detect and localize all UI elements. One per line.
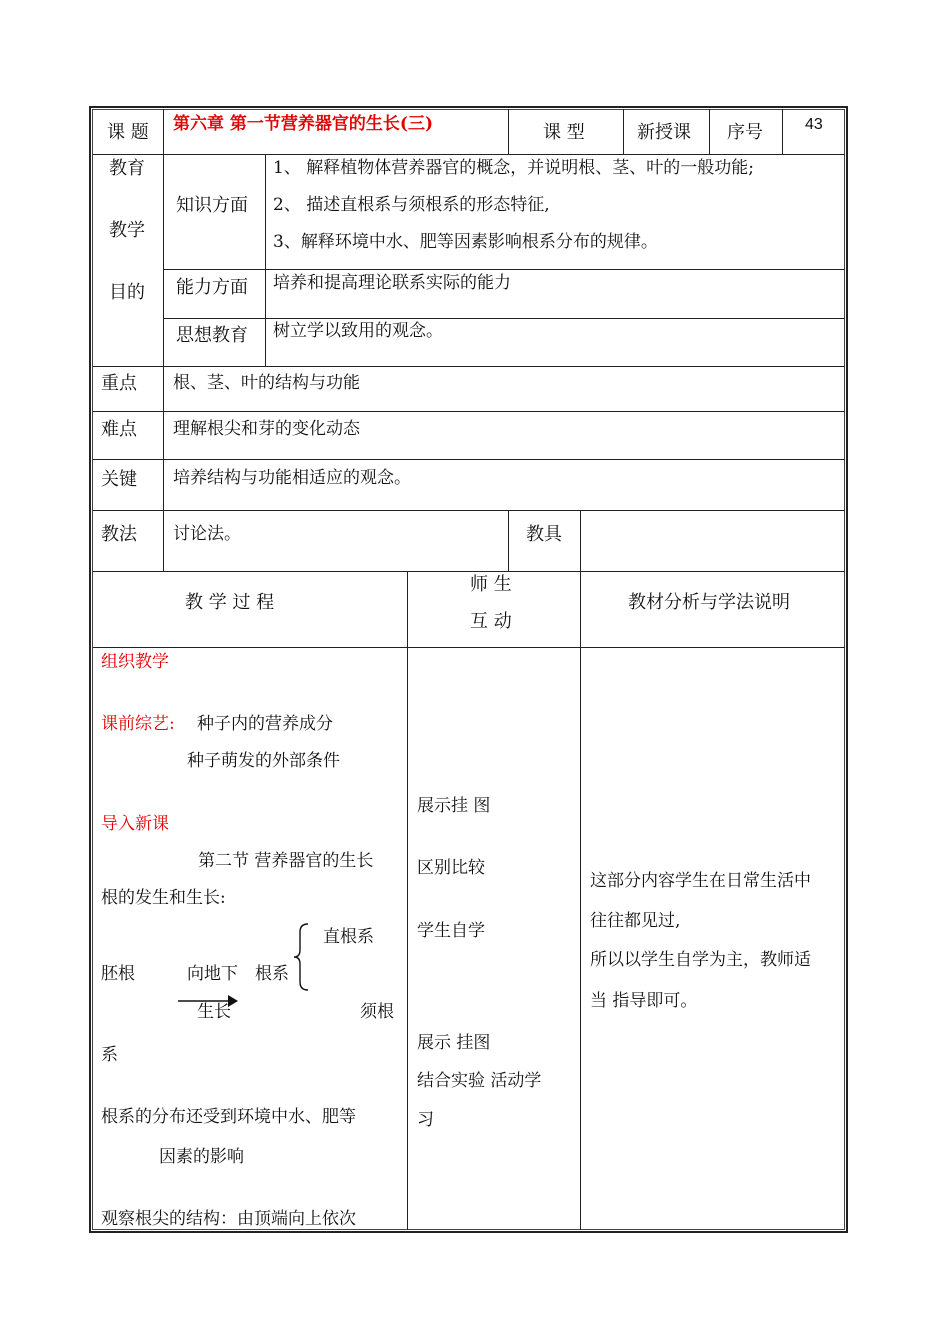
key-text: 培养结构与功能相适应的观念。 [173,468,411,488]
review-item: 种子内的营养成分 [197,714,333,734]
col-divider [407,571,408,1230]
method-label: 教法 [101,524,137,545]
row-divider [93,411,845,412]
col-divider [709,109,710,155]
knowledge-label: 知识方面 [176,195,248,216]
analysis-text: 所以以学生自学为主，教师适 [590,950,811,970]
thought-text: 树立学以致用的观念。 [273,321,443,341]
review-label: 课前综艺: [101,714,175,734]
analysis-text: 这部分内容学生在日常生活中 [590,871,811,891]
key-points-text: 根、茎、叶的结构与功能 [173,373,360,393]
ability-text: 培养和提高理论联系实际的能力 [273,273,511,293]
col-divider [782,109,783,155]
analysis-col-header: 教材分析与学法说明 [628,592,790,613]
interaction-item: 习 [417,1110,434,1130]
topic-label: 课 题 [107,122,149,143]
difficulties-text: 理解根尖和芽的变化动态 [173,419,360,439]
col-divider [508,109,509,155]
radicle-text: 胚根 [101,964,135,984]
interaction-item: 展示 挂图 [417,1033,491,1053]
distribution-text: 因素的影响 [159,1147,244,1167]
interaction-col-header: 互 动 [470,611,512,632]
interaction-item: 展示挂 图 [417,796,491,816]
row-divider [93,459,845,460]
distribution-text: 根系的分布还受到环境中水、肥等 [101,1107,356,1127]
observe-text: 观察根尖的结构：由顶端向上依次 [101,1209,356,1229]
brace-icon [292,922,314,992]
row-divider [93,571,845,572]
col-divider [163,155,164,572]
review-item: 种子萌发的外部条件 [187,751,340,771]
col-divider [163,109,164,155]
objectives-side-label: 目的 [109,282,145,303]
key-label: 关键 [101,469,137,490]
root-growth-text: 根的发生和生长: [101,888,226,908]
downward-text: 向地下 [187,964,238,984]
row-divider [93,154,845,155]
ability-label: 能力方面 [176,277,248,298]
seq-value: 43 [805,116,823,133]
thought-label: 思想教育 [176,325,248,346]
method-text: 讨论法。 [173,524,241,544]
col-divider [265,155,266,367]
key-points-label: 重点 [101,373,137,394]
org-teaching: 组织教学 [101,652,169,672]
knowledge-item: 2、 描述直根系与须根系的形态特征, [273,195,550,215]
knowledge-item: 3、解释环境中水、肥等因素影响根系分布的规律。 [273,232,658,252]
lesson-topic: 第六章 第一节营养器官的生长(三) [173,114,434,134]
process-col-header: 教 学 过 程 [185,592,275,613]
analysis-text: 当 指导即可。 [590,991,698,1011]
col-divider [580,510,581,1230]
type-value: 新授课 [637,122,691,143]
difficulties-label: 难点 [101,419,137,440]
row-divider [93,366,845,367]
seq-label: 序号 [727,122,763,143]
interaction-item: 学生自学 [417,921,485,941]
interaction-item: 区别比较 [417,858,485,878]
interaction-item: 结合实验 活动学 [417,1071,542,1091]
col-divider [508,510,509,572]
section-title: 第二节 营养器官的生长 [198,851,374,871]
fibrous-root-text: 系 [101,1045,118,1065]
grow-text: 生长 [197,1002,231,1022]
tools-label: 教具 [526,524,562,545]
intro-new-lesson: 导入新课 [101,814,169,834]
knowledge-item: 1、 解释植物体营养器官的概念，并说明根、茎、叶的一般功能; [273,158,754,178]
row-divider [93,647,845,648]
objectives-side-label: 教学 [109,220,145,241]
row-divider [93,510,845,511]
interaction-col-header: 师 生 [470,574,512,595]
col-divider [623,109,624,155]
type-label: 课 型 [543,122,585,143]
root-system-text: 根系 [255,964,289,984]
fibrous-root-text: 须根 [360,1002,394,1022]
analysis-text: 往往都见过, [590,911,681,931]
objectives-side-label: 教育 [109,158,145,179]
taproot-text: 直根系 [323,927,374,947]
